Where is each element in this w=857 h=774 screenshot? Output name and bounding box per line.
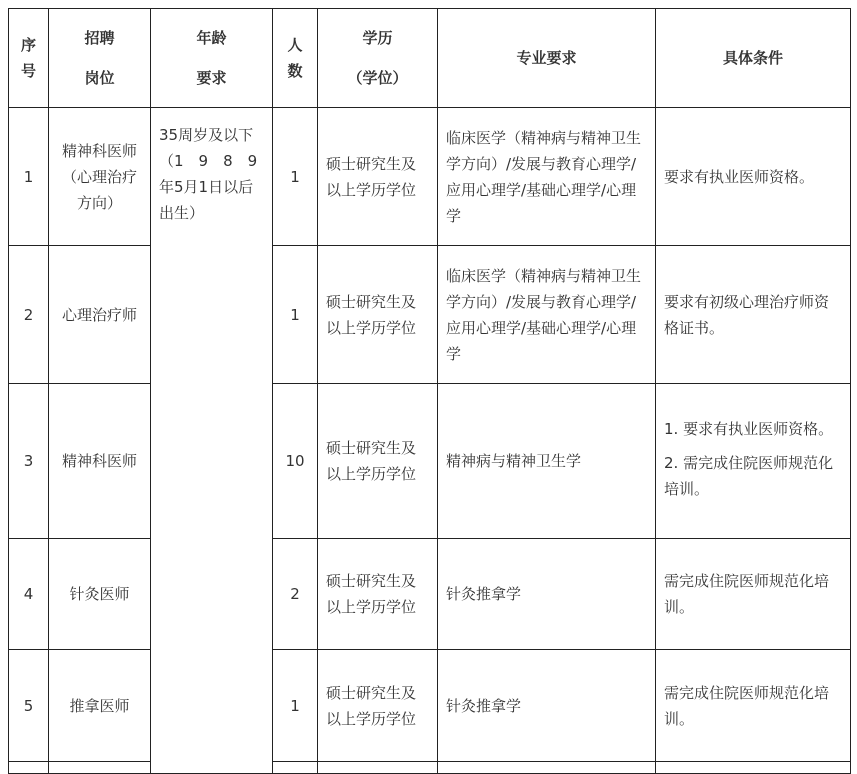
row-education: 硕士研究生及以上学历学位 — [318, 246, 438, 384]
row-count: 1 — [273, 108, 318, 246]
age-requirement: 35周岁及以下（1 9 8 9年5月1日以后出生） — [151, 108, 273, 774]
row-conditions — [656, 108, 851, 246]
condition-item: 要求有初级心理治疗师资格证书。 — [664, 292, 830, 337]
row-position: 推拿医师 — [49, 650, 151, 762]
row-major: 针灸推拿学 — [438, 539, 656, 650]
table-row — [9, 108, 851, 246]
cutoff-cell — [656, 762, 851, 774]
row-education: 硕士研究生及以上学历学位 — [318, 384, 438, 539]
row-education: 硕士研究生及以上学历学位 — [318, 539, 438, 650]
header-no: 序 号 — [9, 9, 49, 108]
row-no: 1 — [9, 108, 49, 246]
recruitment-table — [8, 8, 851, 774]
table-row — [9, 650, 851, 762]
condition-item: 需完成住院医师规范化培训。 — [664, 572, 830, 616]
row-major: 针灸推拿学 — [438, 650, 656, 762]
cutoff-cell — [49, 762, 151, 774]
condition-item: 需完成住院医师规范化培训。 — [664, 683, 830, 728]
row-position: 精神科医师（心理治疗方向） — [49, 108, 151, 246]
row-position: 心理治疗师 — [49, 246, 151, 384]
cutoff-cell — [438, 762, 656, 774]
table-row — [9, 384, 851, 539]
row-no: 4 — [9, 539, 49, 650]
condition-item: 要求有执业医师资格。 — [664, 167, 815, 186]
row-conditions — [656, 650, 851, 762]
header-row — [9, 9, 851, 108]
row-count: 10 — [273, 384, 318, 539]
header-major: 专业要求 — [438, 9, 656, 108]
header-conditions: 具体条件 — [656, 9, 851, 108]
cutoff-cell — [318, 762, 438, 774]
row-no: 5 — [9, 650, 49, 762]
row-major: 临床医学（精神病与精神卫生学方向）/发展与教育心理学/应用心理学/基础心理学/心理学 — [438, 246, 656, 384]
header-position: 招聘 岗位 — [49, 9, 151, 108]
header-age: 年龄 要求 — [151, 9, 273, 108]
header-count: 人 数 — [273, 9, 318, 108]
row-position: 精神科医师 — [49, 384, 151, 539]
header-education: 学历 （学位） — [318, 9, 438, 108]
row-education: 硕士研究生及以上学历学位 — [318, 108, 438, 246]
row-conditions — [656, 384, 851, 539]
row-no: 2 — [9, 246, 49, 384]
row-major: 精神病与精神卫生学 — [438, 384, 656, 539]
condition-item: 1. 要求有执业医师资格。 — [664, 420, 834, 438]
table-row-cutoff — [9, 762, 851, 774]
row-count: 1 — [273, 650, 318, 762]
row-count: 1 — [273, 246, 318, 384]
row-count: 2 — [273, 539, 318, 650]
row-conditions — [656, 539, 851, 650]
row-major: 临床医学（精神病与精神卫生学方向）/发展与教育心理学/应用心理学/基础心理学/心理学 — [438, 108, 656, 246]
cutoff-cell — [9, 762, 49, 774]
condition-item: 2. 需完成住院医师规范化培训。 — [664, 454, 834, 498]
table-row — [9, 539, 851, 650]
cutoff-cell — [273, 762, 318, 774]
row-no: 3 — [9, 384, 49, 539]
row-position: 针灸医师 — [49, 539, 151, 650]
row-education: 硕士研究生及以上学历学位 — [318, 650, 438, 762]
table-row — [9, 246, 851, 384]
row-conditions — [656, 246, 851, 384]
